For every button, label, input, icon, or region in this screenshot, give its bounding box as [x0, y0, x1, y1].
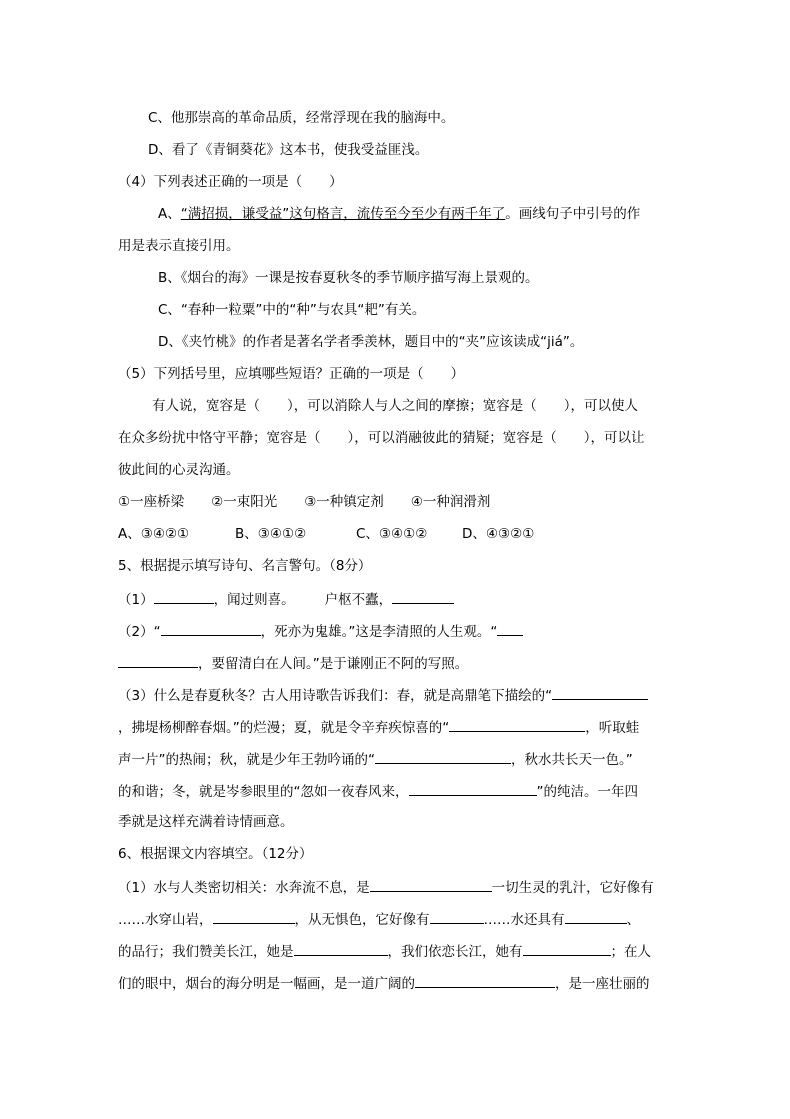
blank[interactable] — [294, 942, 388, 956]
section6-line1 — [118, 878, 654, 896]
q4-option-b: B、《烟台的海》一课是按春夏秋冬的季节顺序描写海上景观的。 — [158, 270, 539, 286]
section5-item1 — [118, 590, 454, 608]
section5-item3-line5: 季就是这样充满着诗情画意。 — [118, 814, 294, 830]
q5-option-d: D、④③②① — [462, 526, 535, 542]
section5-item3-line4 — [118, 782, 638, 800]
item3-text5: ，秋水共长天一色。” — [511, 752, 633, 768]
item2-text2: ，要留清白在人间。”是于谦刚正不阿的写照。 — [198, 656, 469, 672]
q4-stem: （4）下列表述正确的一项是（ ） — [118, 174, 343, 190]
q4-option-c: C、“春种一粒粟”中的“种”与农具“耙”有关。 — [158, 302, 426, 318]
q5-option-b: B、③④①② — [235, 526, 307, 542]
item3-text: （3）什么是春夏秋冬？古人用诗歌告诉我们：春，就是高鼎笔下描绘的“ — [118, 688, 553, 704]
section5-item2-line2 — [118, 654, 468, 672]
blank[interactable] — [430, 910, 484, 924]
s6-text10: 们的眼中，烟台的海分明是一幅画，是一道广阔的 — [118, 976, 415, 992]
item3-text2: ，拂堤杨柳醉春烟。”的烂漫；夏，就是令辛弃疾惊喜的“ — [118, 720, 450, 736]
section6-title: 6、根据课文内容填空。（12分） — [118, 846, 313, 862]
q3-option-d: D、看了《青铜葵花》这本书，使我受益匪浅。 — [148, 142, 429, 158]
item3-text3: ，听取蛙 — [585, 720, 640, 736]
q4-a-suffix: 。画线句子中引号的作 — [505, 206, 641, 222]
item3-text7: ”的纯洁。一年四 — [536, 784, 638, 800]
q5-paragraph-line1: 有人说，宽容是（ ），可以消除人与人之间的摩擦；宽容是（ ），可以使人 — [152, 398, 638, 414]
blank[interactable] — [370, 878, 492, 892]
item3-text6: 的和谐；冬，就是岑参眼里的“忽如一夜春风来， — [118, 784, 409, 800]
item1-text: ，闻过则喜。 — [213, 592, 295, 608]
section5-title: 5、根据提示填写诗句、名言警句。（8分） — [118, 558, 372, 574]
q5-paragraph-line2: 在众多纷扰中恪守平静；宽容是（ ），可以消融彼此的猜疑；宽容是（ ），可以让 — [118, 430, 645, 446]
blank[interactable] — [161, 622, 261, 636]
s6-text6: 、 — [626, 912, 640, 928]
blank[interactable] — [497, 622, 523, 636]
section6-line4 — [118, 974, 650, 992]
blank[interactable] — [118, 654, 198, 668]
q5-option-a: A、③④②① — [118, 526, 190, 542]
blank[interactable] — [552, 686, 648, 700]
blank[interactable] — [392, 590, 454, 604]
item3-text4: 声一片”的热闹；秋，就是少年王勃吟诵的“ — [118, 752, 375, 768]
q4-option-d: D、《夹竹桃》的作者是著名学者季羡林，题目中的“夹”应该读成“jiá”。 — [158, 334, 584, 350]
section5-item3-line1 — [118, 686, 648, 704]
blank[interactable] — [523, 942, 611, 956]
s6-text3: ……水穿山岩， — [118, 912, 213, 928]
section6-line3 — [118, 942, 651, 960]
q4-option-a-line1 — [158, 206, 640, 222]
item1-text2: 户枢不蠹， — [324, 592, 393, 608]
blank[interactable] — [449, 718, 585, 732]
section5-item3-line3 — [118, 750, 633, 768]
section6-line2 — [118, 910, 640, 928]
blank[interactable] — [154, 590, 214, 604]
s6-text5: ……水还具有 — [483, 912, 565, 928]
q5-option-c: C、③④①② — [356, 526, 428, 542]
q4-a-prefix: A、 — [158, 206, 181, 222]
s6-text4: ，从无惧色，它好像有 — [294, 912, 430, 928]
item1-number: （1） — [118, 592, 154, 608]
s6-text2: 一切生灵的乳汁，它好像有 — [491, 880, 654, 896]
s6-text9: ；在人 — [610, 944, 651, 960]
s6-text8: ，我们依恋长江，她有 — [387, 944, 523, 960]
s6-text11: ，是一座壮丽的 — [555, 976, 650, 992]
blank[interactable] — [409, 782, 537, 796]
q4-option-a-line2: 用是表示直接引用。 — [118, 238, 240, 254]
q3-option-c: C、他那崇高的革命品质，经常浮现在我的脑海中。 — [148, 110, 455, 126]
item2-text: ，死亦为鬼雄。”这是李清照的人生观。“ — [260, 624, 498, 640]
item2-number: （2）“ — [118, 624, 161, 640]
blank[interactable] — [565, 910, 627, 924]
s6-text7: 的品行；我们赞美长江，她是 — [118, 944, 294, 960]
blank[interactable] — [375, 750, 511, 764]
q5-stem: （5）下列括号里，应填哪些短语？正确的一项是（ ） — [118, 366, 465, 382]
section5-item2-line1 — [118, 622, 523, 640]
q4-a-underlined-sentence: “满招损，谦受益”这句格言，流传至今至少有两千年了 — [180, 206, 506, 222]
q5-choices: ①一座桥梁 ②一束阳光 ③一种镇定剂 ④一种润滑剂 — [118, 494, 491, 510]
q5-paragraph-line3: 彼此间的心灵沟通。 — [118, 462, 240, 478]
s6-text1: （1）水与人类密切相关：水奔流不息，是 — [118, 880, 370, 896]
blank[interactable] — [213, 910, 295, 924]
blank[interactable] — [415, 974, 555, 988]
section5-item3-line2 — [118, 718, 639, 736]
